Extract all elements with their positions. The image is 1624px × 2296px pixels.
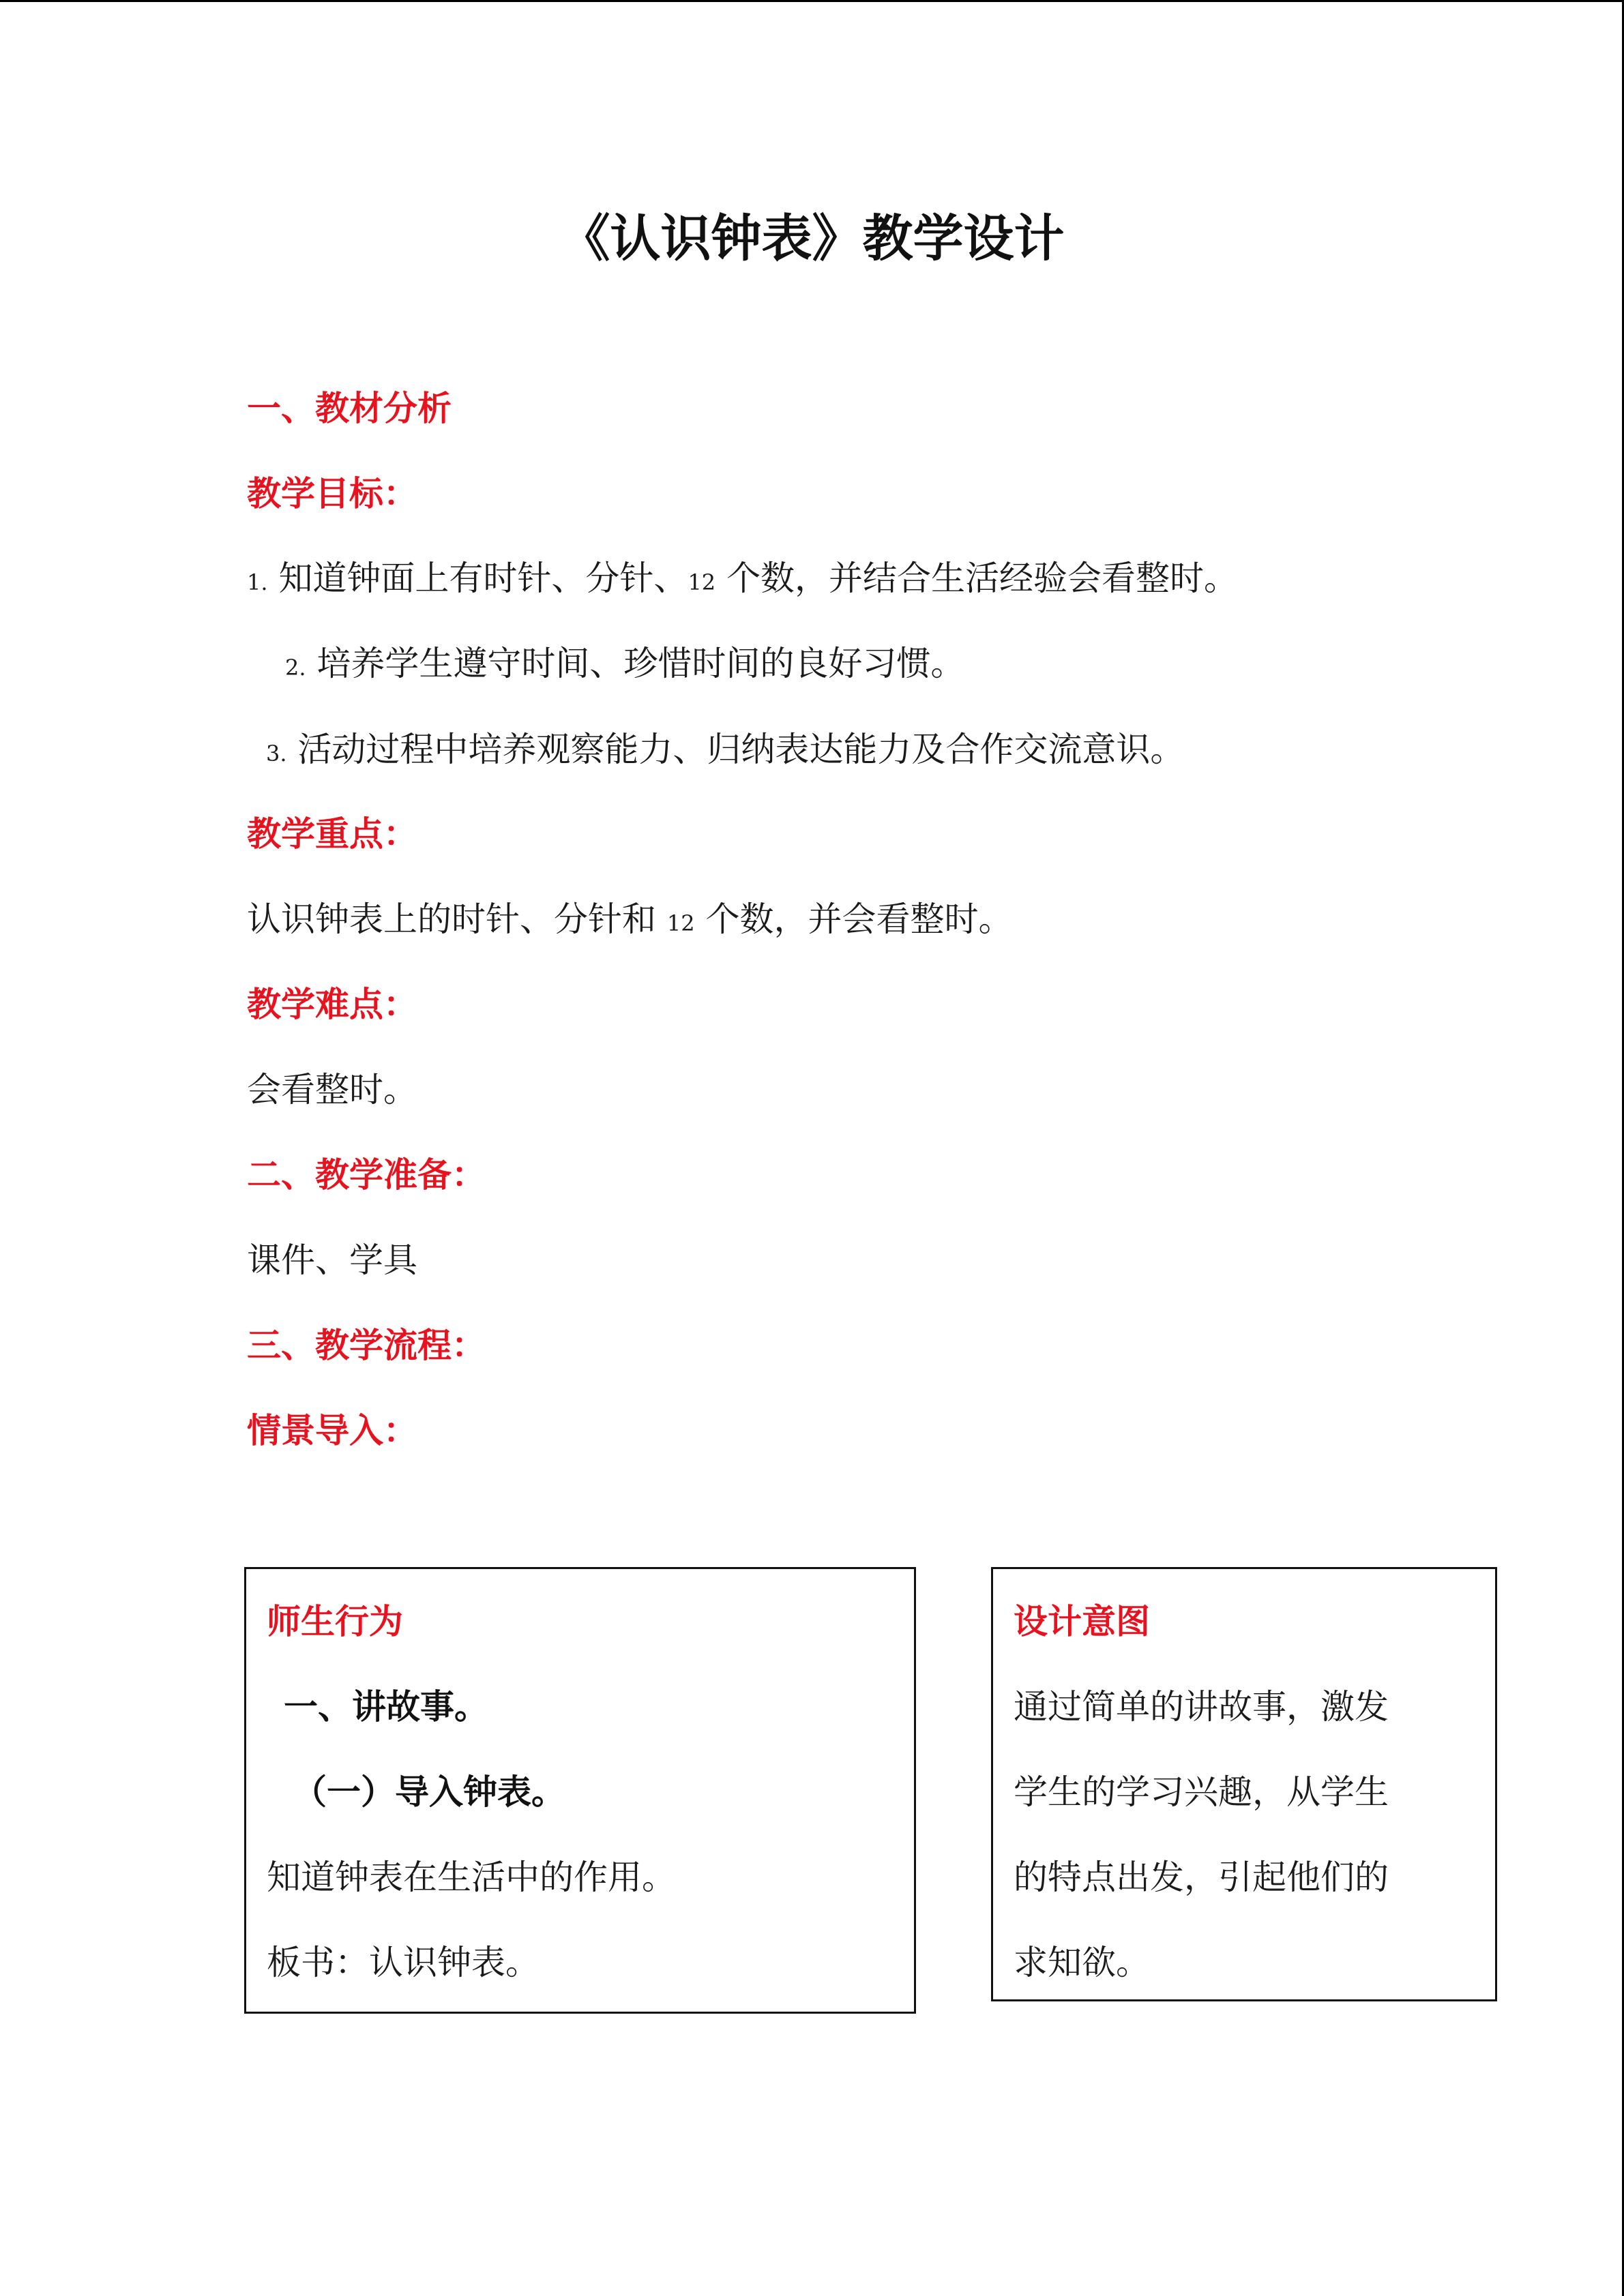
intent-line: 学生的学习兴趣，从学生 — [1014, 1772, 1389, 1812]
box-header-actions: 师生行为 — [267, 1601, 403, 1641]
box-header-intent: 设计意图 — [1014, 1601, 1150, 1641]
section-heading-materials: 一、教材分析 — [247, 388, 452, 428]
design-intent-box — [991, 1567, 1497, 2001]
clock-usage-text: 知道钟表在生活中的作用。 — [267, 1858, 676, 1897]
difficulty-label: 教学难点： — [247, 984, 417, 1024]
section-heading-process: 三、教学流程： — [247, 1325, 486, 1365]
key-text-a: 认识钟表上的时针、分针和 — [247, 899, 656, 939]
goal-number: 3. — [266, 741, 287, 766]
section-heading-preparation: 二、教学准备： — [247, 1154, 486, 1195]
scenario-intro-label: 情景导入： — [247, 1410, 417, 1450]
story-heading: 一、讲故事。 — [284, 1686, 488, 1727]
preparation-text: 课件、学具 — [247, 1240, 417, 1280]
board-writing-text: 板书：认识钟表。 — [267, 1943, 540, 1982]
goal-text-cont: 个数，并结合生活经验会看整时。 — [726, 558, 1239, 598]
key-point-text — [247, 895, 1013, 947]
page-border-top — [0, 0, 1624, 2]
difficulty-text: 会看整时。 — [247, 1070, 417, 1109]
intent-line: 的特点出发，引起他们的 — [1014, 1858, 1389, 1897]
key-point-label: 教学重点： — [247, 814, 417, 854]
goal-text: 活动过程中培养观察能力、归纳表达能力及合作交流意识。 — [297, 730, 1185, 769]
intent-line: 通过简单的讲故事，激发 — [1014, 1687, 1389, 1727]
goal-number: 2. — [285, 655, 306, 681]
goal-item-3 — [266, 726, 1184, 777]
document-title: 《认识钟表》教学设计 — [559, 209, 1065, 268]
goal-item-1 — [247, 554, 1238, 606]
goal-item-2 — [285, 640, 964, 691]
key-text-b: 个数，并会看整时。 — [705, 899, 1013, 939]
intent-line: 求知欲。 — [1014, 1943, 1150, 1982]
goal-text: 培养学生遵守时间、珍惜时间的良好习惯。 — [316, 644, 965, 683]
clock-intro-subheading: （一）导入钟表。 — [293, 1772, 565, 1812]
goal-text: 知道钟面上有时针、分针、 — [278, 558, 688, 598]
key-number: 12 — [666, 910, 695, 936]
goals-label: 教学目标： — [247, 473, 417, 513]
goal-inline-number: 12 — [688, 569, 716, 595]
teacher-student-actions-box — [244, 1567, 916, 2014]
goal-number: 1. — [247, 569, 268, 595]
